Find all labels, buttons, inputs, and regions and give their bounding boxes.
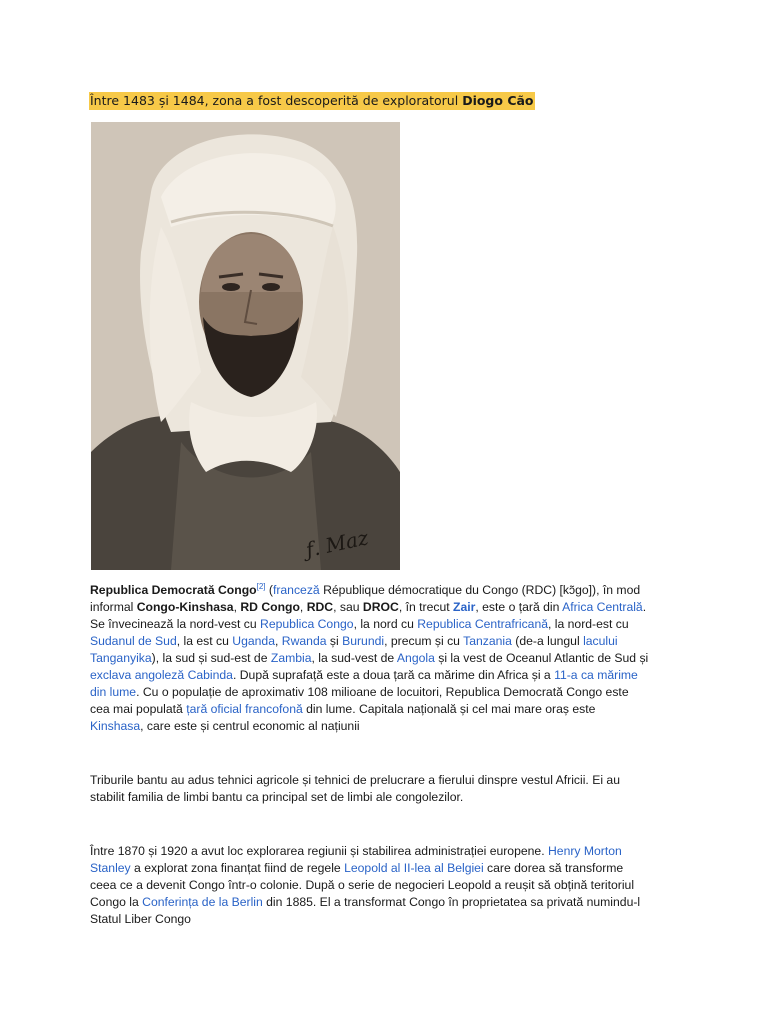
- bold-term: Congo-Kinshasa: [136, 600, 234, 614]
- text: ,: [233, 600, 241, 614]
- paragraph-exploration: [90, 843, 650, 928]
- link-tanzania[interactable]: Tanzania: [463, 634, 512, 648]
- text: ,: [275, 634, 282, 648]
- citation-link[interactable]: [2]: [256, 581, 266, 591]
- text: (de-a lungul: [511, 634, 584, 648]
- bold-term: RDC: [306, 600, 334, 614]
- text: Între 1870 și 1920 a avut loc explorarea regiunii și stabilirea administrației europene.: [90, 844, 548, 858]
- link-angola[interactable]: Angola: [396, 651, 435, 665]
- text: și la vest de Oceanul Atlantic de Sud și: [434, 651, 649, 665]
- text: , precum și cu: [384, 634, 464, 648]
- text: . Se învecinează la nord-vest cu: [90, 600, 647, 631]
- text: a explorat zona finanțat fiind de regele: [130, 861, 345, 875]
- text: (: [265, 583, 273, 597]
- text: , la est cu: [176, 634, 233, 648]
- link-zair[interactable]: Zair: [453, 600, 476, 614]
- text: din lume. Capitala națională și cel mai mare oraș este: [302, 702, 596, 716]
- text: . Cu o populație de aproximativ 108 milioane de locuitori, Republica Democrată Congo este cea mai populată: [90, 685, 629, 716]
- photo-signature: ƒ. Maz: [303, 525, 371, 562]
- link-leopold-ii[interactable]: Leopold al II-lea al Belgiei: [344, 861, 484, 875]
- link-franceza[interactable]: franceză: [272, 583, 320, 597]
- paragraph-bantu: Triburile bantu au adus tehnici agricole și tehnici de prelucrare a fierului dinspre vestul Africii. Ei au stabilit familia de limbi bantu ca principal set de limbi ale congolezilor.: [90, 773, 620, 804]
- link-lacului-tanganyika[interactable]: lacului Tanganyika: [90, 634, 618, 665]
- link-republica-congo[interactable]: Republica Congo: [260, 617, 354, 631]
- paragraph-congo-intro: [90, 582, 650, 735]
- bold-term: RD Congo: [240, 600, 300, 614]
- link-africa-centrala[interactable]: Africa Centrală: [562, 600, 643, 614]
- highlighted-heading: [89, 92, 535, 110]
- link-conferinta-berlin[interactable]: Conferința de la Berlin: [142, 895, 263, 909]
- portrait-photo: [91, 122, 400, 570]
- text: République démocratique du Congo (RDC) [kɔ̃go]), în mod informal: [90, 583, 641, 614]
- link-zambia[interactable]: Zambia: [270, 651, 312, 665]
- text: , la sud-vest de: [311, 651, 397, 665]
- heading-text: Între 1483 și 1484, zona a fost descoperită de exploratorul: [90, 93, 463, 108]
- text: și: [326, 634, 343, 648]
- link-kinshasa[interactable]: Kinshasa: [90, 719, 141, 733]
- text: din 1885. El a transformat Congo în proprietatea sa privată numindu-l Statul Liber Congo: [90, 895, 641, 926]
- link-exclava-cabinda[interactable]: exclava angoleză Cabinda: [90, 668, 233, 682]
- text: . După suprafață este a doua țară ca mărime din Africa și a: [232, 668, 555, 682]
- text: ), la sud și sud-est de: [151, 651, 271, 665]
- text: , care este și centrul economic al națiunii: [140, 719, 360, 733]
- link-burundi[interactable]: Burundi: [342, 634, 385, 648]
- link-henry-morton-stanley[interactable]: Henry Morton Stanley: [90, 844, 622, 875]
- bold-term: Republica Democrată Congo: [90, 583, 257, 597]
- text: , în trecut: [398, 600, 454, 614]
- link-tara-francofona[interactable]: țară oficial francofonă: [186, 702, 303, 716]
- text: ,: [299, 600, 307, 614]
- link-11-marime[interactable]: 11-a ca mărime din lume: [90, 668, 638, 699]
- text: , sau: [333, 600, 363, 614]
- text: , la nord cu: [353, 617, 418, 631]
- text: , la nord-est cu: [548, 617, 629, 631]
- text: care dorea să transforme ceea ce a devenit Congo într-o colonie. După o serie de negocieri Leopold a reușit să obțină teritoriul Congo la: [90, 861, 635, 909]
- link-uganda[interactable]: Uganda: [232, 634, 275, 648]
- text: , este o țară din: [475, 600, 563, 614]
- heading-bold-name: Diogo Cão: [462, 93, 534, 108]
- link-sudanul-de-sud[interactable]: Sudanul de Sud: [90, 634, 177, 648]
- link-republica-centrafricana[interactable]: Republica Centrafricană: [417, 617, 548, 631]
- link-rwanda[interactable]: Rwanda: [281, 634, 327, 648]
- bold-term: DROC: [362, 600, 399, 614]
